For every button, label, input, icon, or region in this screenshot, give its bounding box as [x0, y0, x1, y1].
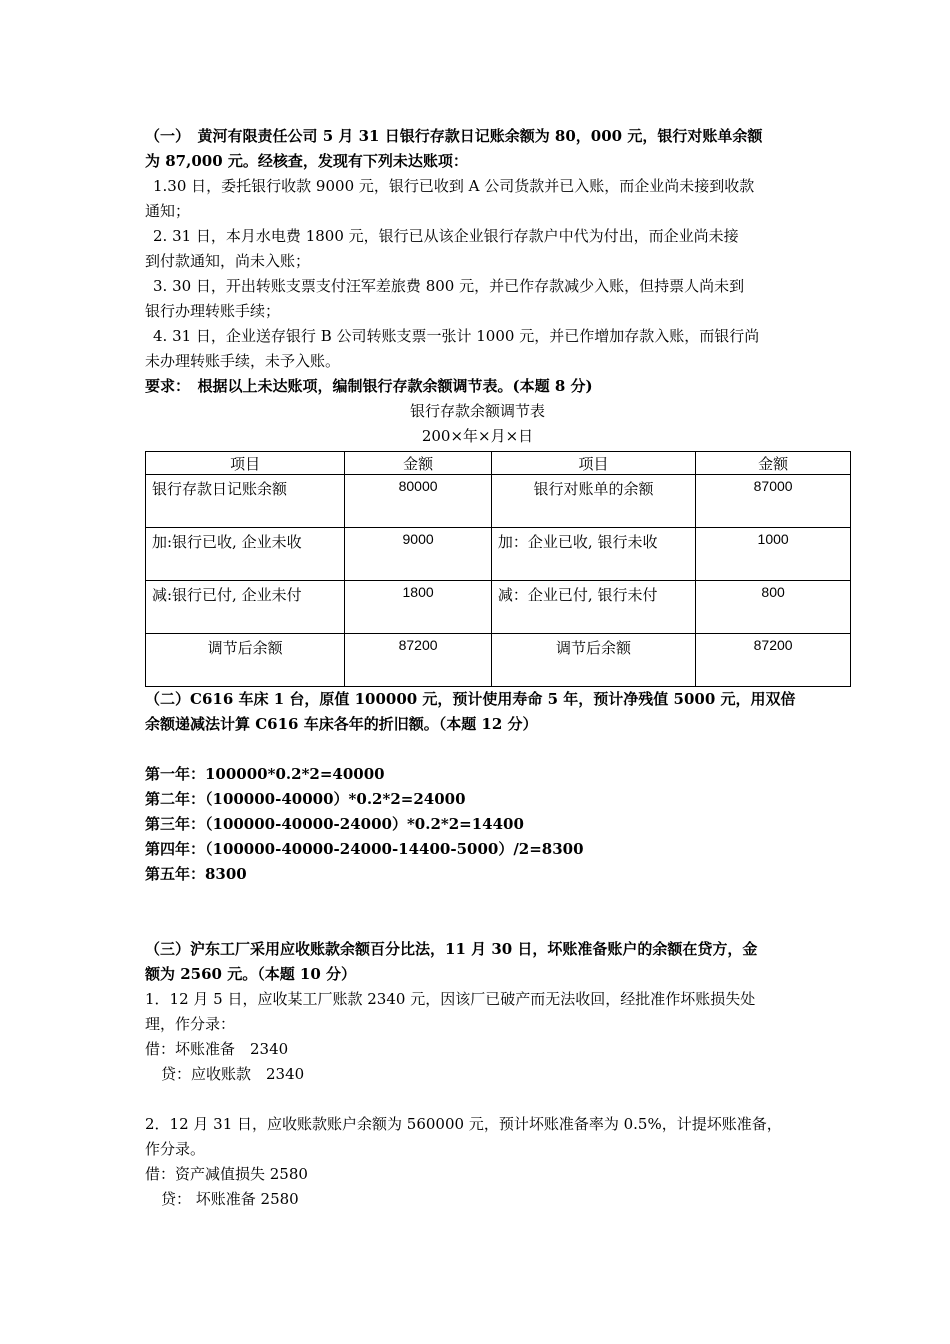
sec3-q2-credit: 贷： 坏账准备 2580 [161, 1190, 299, 1208]
sec2-year-4: 第四年：（100000-40000-24000-14400-5000）/2=8300 [145, 840, 584, 858]
table-cell: 80000 [345, 475, 492, 528]
table-cell: 银行对账单的余额 [491, 475, 695, 528]
sec1-item-2b: 到付款通知，尚未入账； [145, 252, 311, 270]
sec1-item-3a: 3. 30 日，开出转账支票支付汪军差旅费 800 元，并已作存款减少入账，但持票人尚未到 [153, 277, 745, 295]
sec2-year-1: 第一年：100000*0.2*2=40000 [145, 765, 385, 783]
sec3-q1-debit: 借：坏账准备 2340 [145, 1040, 289, 1058]
sec1-requirement: 要求： 根据以上未达账项，编制银行存款余额调节表。(本题 8 分) [145, 377, 593, 395]
table-header-row [146, 452, 851, 475]
sec2-title-line1: （二）C616 车床 1 台，原值 100000 元，预计使用寿命 5 年，预计净残值 5000 元，用双倍 [145, 690, 796, 708]
header-amount: 金额 [696, 452, 851, 475]
table-cell: 减:银行已付, 企业未付 [146, 581, 345, 634]
header-amount: 金额 [345, 452, 492, 475]
sec3-q1-line2: 理，作分录： [145, 1015, 236, 1033]
table-cell: 调节后余额 [491, 634, 695, 687]
sec1-item-1a: 1.30 日，委托银行收款 9000 元，银行已收到 A 公司货款并已入账，而企业尚未接到收款 [153, 177, 755, 195]
sec2-year-2: 第二年：（100000-40000）*0.2*2=24000 [145, 790, 466, 808]
header-item: 项目 [491, 452, 695, 475]
table-cell: 1000 [696, 528, 851, 581]
table-cell: 加:银行已收, 企业未收 [146, 528, 345, 581]
sec1-item-1b: 通知； [145, 202, 191, 220]
sec2-year-3: 第三年：（100000-40000-24000）*0.2*2=14400 [145, 815, 524, 833]
table-cell: 87200 [345, 634, 492, 687]
table-cell: 87000 [696, 475, 851, 528]
sec1-item-4a: 4. 31 日，企业送存银行 B 公司转账支票一张计 1000 元，并已作增加存款入账，而银行尚 [153, 327, 760, 345]
sec1-item-4b: 未办理转账手续，未予入账。 [145, 352, 341, 370]
sec2-title-line2: 余额递减法计算 C616 车床各年的折旧额。（本题 12 分） [145, 715, 538, 733]
table-row [146, 581, 851, 634]
sec2-year-5: 第五年：8300 [145, 865, 247, 883]
sec1-title-line1: （一） 黄河有限责任公司 5 月 31 日银行存款日记账余额为 80，000 元，银行对账单余额 [145, 127, 763, 145]
sec3-q2-line1: 2．12 月 31 日，应收账款账户余额为 560000 元，预计坏账准备率为 0.5%，计提坏账准备， [145, 1115, 782, 1133]
document-page [145, 124, 810, 1212]
table-cell: 87200 [696, 634, 851, 687]
table-cell: 银行存款日记账余额 [146, 475, 345, 528]
table-cell: 9000 [345, 528, 492, 581]
sec3-title-line2: 额为 2560 元。（本题 10 分） [145, 965, 357, 983]
table-cell: 800 [696, 581, 851, 634]
table-cell: 1800 [345, 581, 492, 634]
sec3-title-line1: （三）沪东工厂采用应收账款余额百分比法，11 月 30 日，坏账准备账户的余额在贷方，金 [145, 940, 758, 958]
sec3-q1-line1: 1．12 月 5 日，应收某工厂账款 2340 元，因该厂已破产而无法收回，经批准作坏账损失处 [145, 990, 756, 1008]
sec3-q1-credit: 贷：应收账款 2340 [161, 1065, 305, 1083]
table-date: 200×年×月×日 [421, 427, 534, 445]
table-cell: 减：企业已付, 银行未付 [491, 581, 695, 634]
table-cell: 调节后余额 [146, 634, 345, 687]
reconciliation-table [145, 451, 851, 687]
table-cell: 加：企业已收, 银行未收 [491, 528, 695, 581]
table-row [146, 528, 851, 581]
table-title: 银行存款余额调节表 [409, 402, 545, 420]
sec3-q2-debit: 借：资产减值损失 2580 [145, 1165, 308, 1183]
sec1-title-line2: 为 87,000 元。经核查，发现有下列未达账项： [145, 152, 468, 170]
sec1-item-3b: 银行办理转账手续； [145, 302, 281, 320]
sec1-item-2a: 2. 31 日，本月水电费 1800 元，银行已从该企业银行存款户中代为付出，而企业尚未接 [153, 227, 739, 245]
header-item: 项目 [146, 452, 345, 475]
table-row [146, 475, 851, 528]
sec3-q2-line2: 作分录。 [145, 1140, 206, 1158]
table-row [146, 634, 851, 687]
